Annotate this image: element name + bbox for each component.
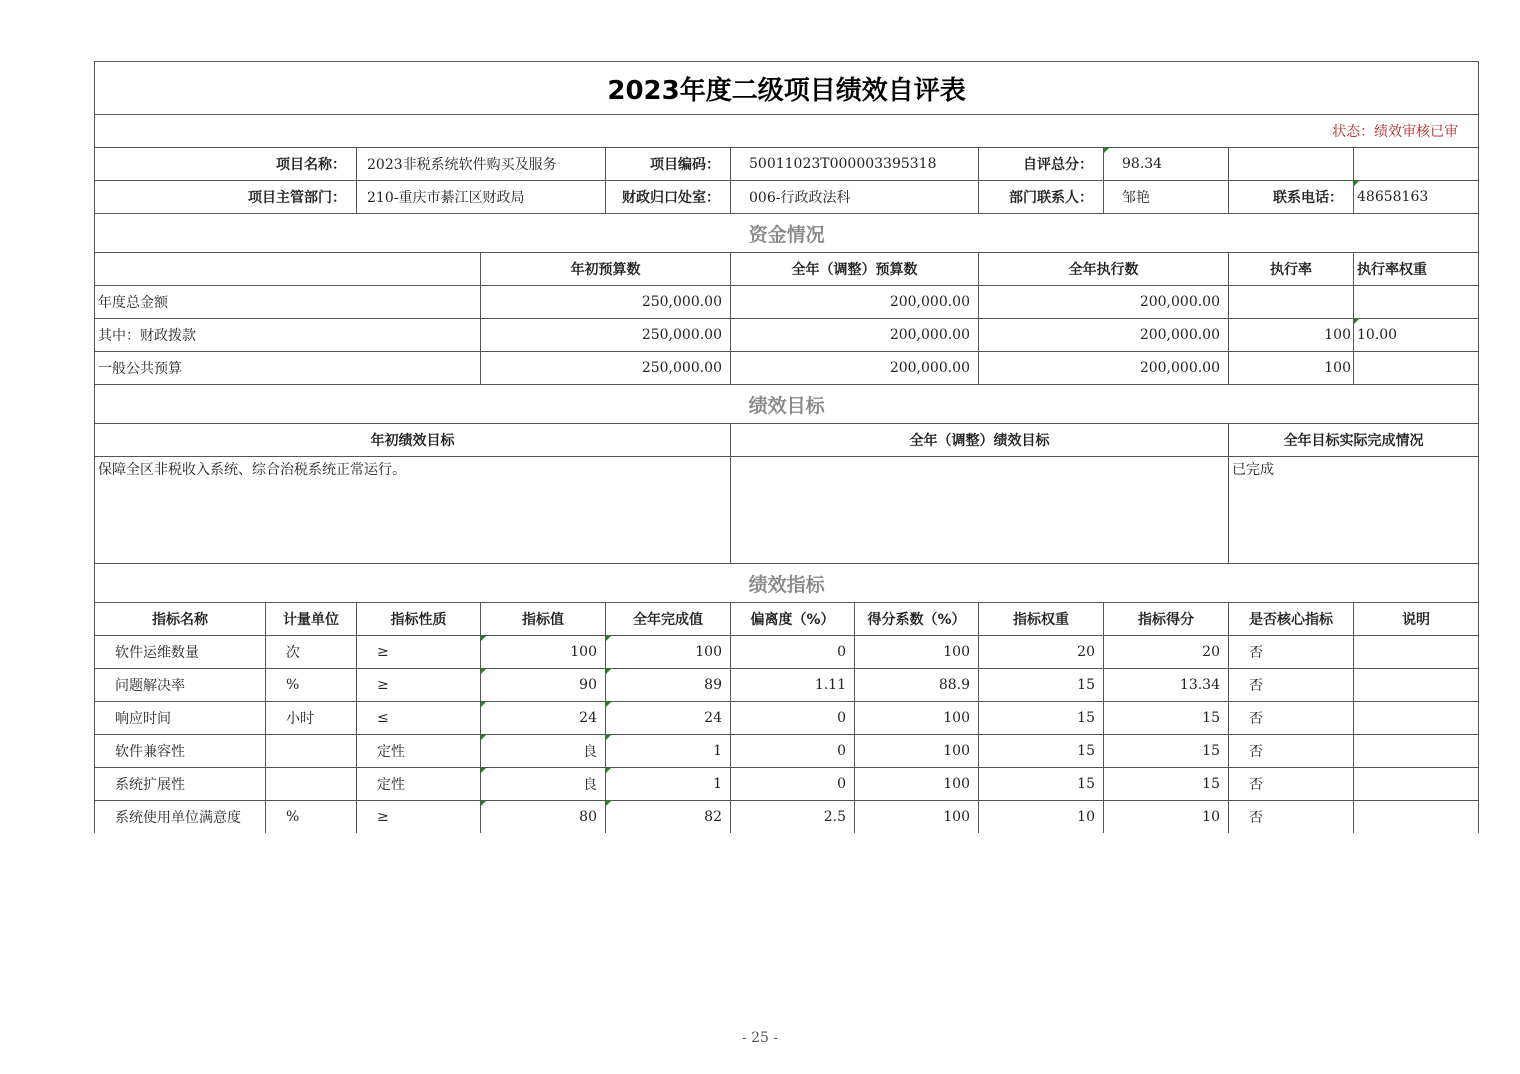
funds-initial: 250,000.00 [481, 352, 731, 385]
ind-unit: % [266, 801, 357, 834]
ind-score: 15 [1104, 735, 1229, 768]
funds-rate: 100 [1229, 352, 1354, 385]
ind-actual: 100 [606, 636, 731, 669]
ind-note [1354, 636, 1479, 669]
ind-target: 80 [481, 801, 606, 834]
project-code-label: 项目编码： [606, 148, 731, 181]
funds-row [95, 319, 1479, 352]
ind-coef: 100 [855, 636, 979, 669]
funds-header-executed: 全年执行数 [979, 253, 1229, 286]
ind-weight: 15 [979, 669, 1104, 702]
funds-initial: 250,000.00 [481, 319, 731, 352]
evaluation-table [94, 61, 1479, 833]
funds-header-initial: 年初预算数 [481, 253, 731, 286]
score-value: 98.34 [1104, 148, 1229, 181]
indicators-body [95, 636, 1479, 834]
status-label: 状态：绩效审核已审 [95, 115, 1479, 148]
project-code-value: 50011023T000003395318 [731, 148, 979, 181]
funds-executed: 200,000.00 [979, 319, 1229, 352]
goals-header-actual: 全年目标实际完成情况 [1229, 424, 1479, 457]
indicator-row [95, 735, 1479, 768]
ind-nature: ≤ [357, 702, 481, 735]
ind-coef: 88.9 [855, 669, 979, 702]
funds-adjusted: 200,000.00 [731, 352, 979, 385]
ind-header: 偏离度（%） [731, 603, 855, 636]
ind-actual: 89 [606, 669, 731, 702]
funds-executed: 200,000.00 [979, 286, 1229, 319]
ind-weight: 15 [979, 735, 1104, 768]
ind-header: 得分系数（%） [855, 603, 979, 636]
ind-header: 指标名称 [95, 603, 266, 636]
ind-coef: 100 [855, 702, 979, 735]
ind-header: 指标得分 [1104, 603, 1229, 636]
ind-core: 否 [1229, 735, 1354, 768]
ind-coef: 100 [855, 768, 979, 801]
goal-actual-text: 已完成 [1229, 457, 1479, 564]
funds-weight [1354, 352, 1479, 385]
funds-header-row [95, 253, 1479, 286]
goal-initial-text: 保障全区非税收入系统、综合治税系统正常运行。 [95, 457, 731, 564]
dept-value: 210-重庆市綦江区财政局 [357, 181, 606, 214]
funds-row [95, 286, 1479, 319]
funds-row-name: 年度总金额 [95, 286, 481, 319]
indicator-row [95, 702, 1479, 735]
ind-target: 90 [481, 669, 606, 702]
ind-core: 否 [1229, 801, 1354, 834]
office-value: 006-行政政法科 [731, 181, 979, 214]
page-title: 2023年度二级项目绩效自评表 [95, 62, 1479, 115]
ind-name: 软件运维数量 [95, 636, 266, 669]
funds-rate [1229, 286, 1354, 319]
ind-coef: 100 [855, 801, 979, 834]
info-row-2 [95, 181, 1479, 214]
ind-header: 是否核心指标 [1229, 603, 1354, 636]
ind-weight: 10 [979, 801, 1104, 834]
page-number: - 25 - [741, 1030, 779, 1046]
ind-nature: ≥ [357, 801, 481, 834]
info-empty-cell [1354, 148, 1479, 181]
score-label: 自评总分： [979, 148, 1104, 181]
ind-weight: 15 [979, 702, 1104, 735]
ind-note [1354, 801, 1479, 834]
ind-score: 10 [1104, 801, 1229, 834]
ind-target: 100 [481, 636, 606, 669]
funds-weight [1354, 286, 1479, 319]
goals-content-row [95, 457, 1479, 564]
indicator-row [95, 636, 1479, 669]
ind-header: 指标值 [481, 603, 606, 636]
ind-note [1354, 702, 1479, 735]
evaluation-sheet [94, 61, 1478, 833]
funds-executed: 200,000.00 [979, 352, 1229, 385]
ind-weight: 15 [979, 768, 1104, 801]
ind-header: 说明 [1354, 603, 1479, 636]
ind-deviation: 1.11 [731, 669, 855, 702]
ind-name: 软件兼容性 [95, 735, 266, 768]
funds-initial: 250,000.00 [481, 286, 731, 319]
ind-core: 否 [1229, 636, 1354, 669]
ind-note [1354, 669, 1479, 702]
indicator-row [95, 669, 1479, 702]
dept-label: 项目主管部门： [95, 181, 357, 214]
ind-name: 系统使用单位满意度 [95, 801, 266, 834]
ind-note [1354, 768, 1479, 801]
ind-score: 15 [1104, 768, 1229, 801]
funds-row [95, 352, 1479, 385]
contact-value: 邹艳 [1104, 181, 1229, 214]
funds-adjusted: 200,000.00 [731, 286, 979, 319]
office-label: 财政归口处室： [606, 181, 731, 214]
phone-value: 48658163 [1354, 181, 1479, 214]
ind-nature: 定性 [357, 735, 481, 768]
indicator-row [95, 768, 1479, 801]
project-name-value: 2023非税系统软件购买及服务 [357, 148, 606, 181]
ind-score: 20 [1104, 636, 1229, 669]
ind-target: 良 [481, 735, 606, 768]
ind-unit [266, 735, 357, 768]
ind-deviation: 0 [731, 702, 855, 735]
ind-weight: 20 [979, 636, 1104, 669]
funds-header-blank [95, 253, 481, 286]
ind-deviation: 0 [731, 636, 855, 669]
info-empty-cell [1229, 148, 1354, 181]
funds-row-name: 一般公共预算 [95, 352, 481, 385]
ind-name: 问题解决率 [95, 669, 266, 702]
funds-section-title: 资金情况 [95, 214, 1479, 253]
goals-header-initial: 年初绩效目标 [95, 424, 731, 457]
ind-header: 计量单位 [266, 603, 357, 636]
contact-label: 部门联系人： [979, 181, 1104, 214]
project-name-label: 项目名称： [95, 148, 357, 181]
ind-unit: % [266, 669, 357, 702]
ind-actual: 24 [606, 702, 731, 735]
ind-score: 13.34 [1104, 669, 1229, 702]
goal-adjusted-text [731, 457, 1229, 564]
phone-label: 联系电话： [1229, 181, 1354, 214]
ind-core: 否 [1229, 702, 1354, 735]
ind-nature: ≥ [357, 636, 481, 669]
funds-rate: 100 [1229, 319, 1354, 352]
ind-header: 指标性质 [357, 603, 481, 636]
ind-unit [266, 768, 357, 801]
indicators-section-title: 绩效指标 [95, 564, 1479, 603]
ind-core: 否 [1229, 768, 1354, 801]
funds-header-rate: 执行率 [1229, 253, 1354, 286]
ind-actual: 82 [606, 801, 731, 834]
ind-target: 24 [481, 702, 606, 735]
ind-actual: 1 [606, 735, 731, 768]
indicators-header-row [95, 603, 1479, 636]
ind-unit: 次 [266, 636, 357, 669]
ind-target: 良 [481, 768, 606, 801]
info-row-1 [95, 148, 1479, 181]
goals-section-title: 绩效目标 [95, 385, 1479, 424]
funds-adjusted: 200,000.00 [731, 319, 979, 352]
ind-unit: 小时 [266, 702, 357, 735]
goals-header-adjusted: 全年（调整）绩效目标 [731, 424, 1229, 457]
ind-nature: 定性 [357, 768, 481, 801]
ind-name: 响应时间 [95, 702, 266, 735]
ind-coef: 100 [855, 735, 979, 768]
ind-header: 指标权重 [979, 603, 1104, 636]
ind-nature: ≥ [357, 669, 481, 702]
funds-header-weight: 执行率权重 [1354, 253, 1479, 286]
ind-deviation: 2.5 [731, 801, 855, 834]
indicator-row [95, 801, 1479, 834]
ind-header: 全年完成值 [606, 603, 731, 636]
ind-score: 15 [1104, 702, 1229, 735]
ind-deviation: 0 [731, 735, 855, 768]
funds-row-name: 其中：财政拨款 [95, 319, 481, 352]
funds-weight: 10.00 [1354, 319, 1479, 352]
funds-header-adjusted: 全年（调整）预算数 [731, 253, 979, 286]
ind-deviation: 0 [731, 768, 855, 801]
ind-actual: 1 [606, 768, 731, 801]
ind-core: 否 [1229, 669, 1354, 702]
ind-note [1354, 735, 1479, 768]
goals-header-row [95, 424, 1479, 457]
ind-name: 系统扩展性 [95, 768, 266, 801]
